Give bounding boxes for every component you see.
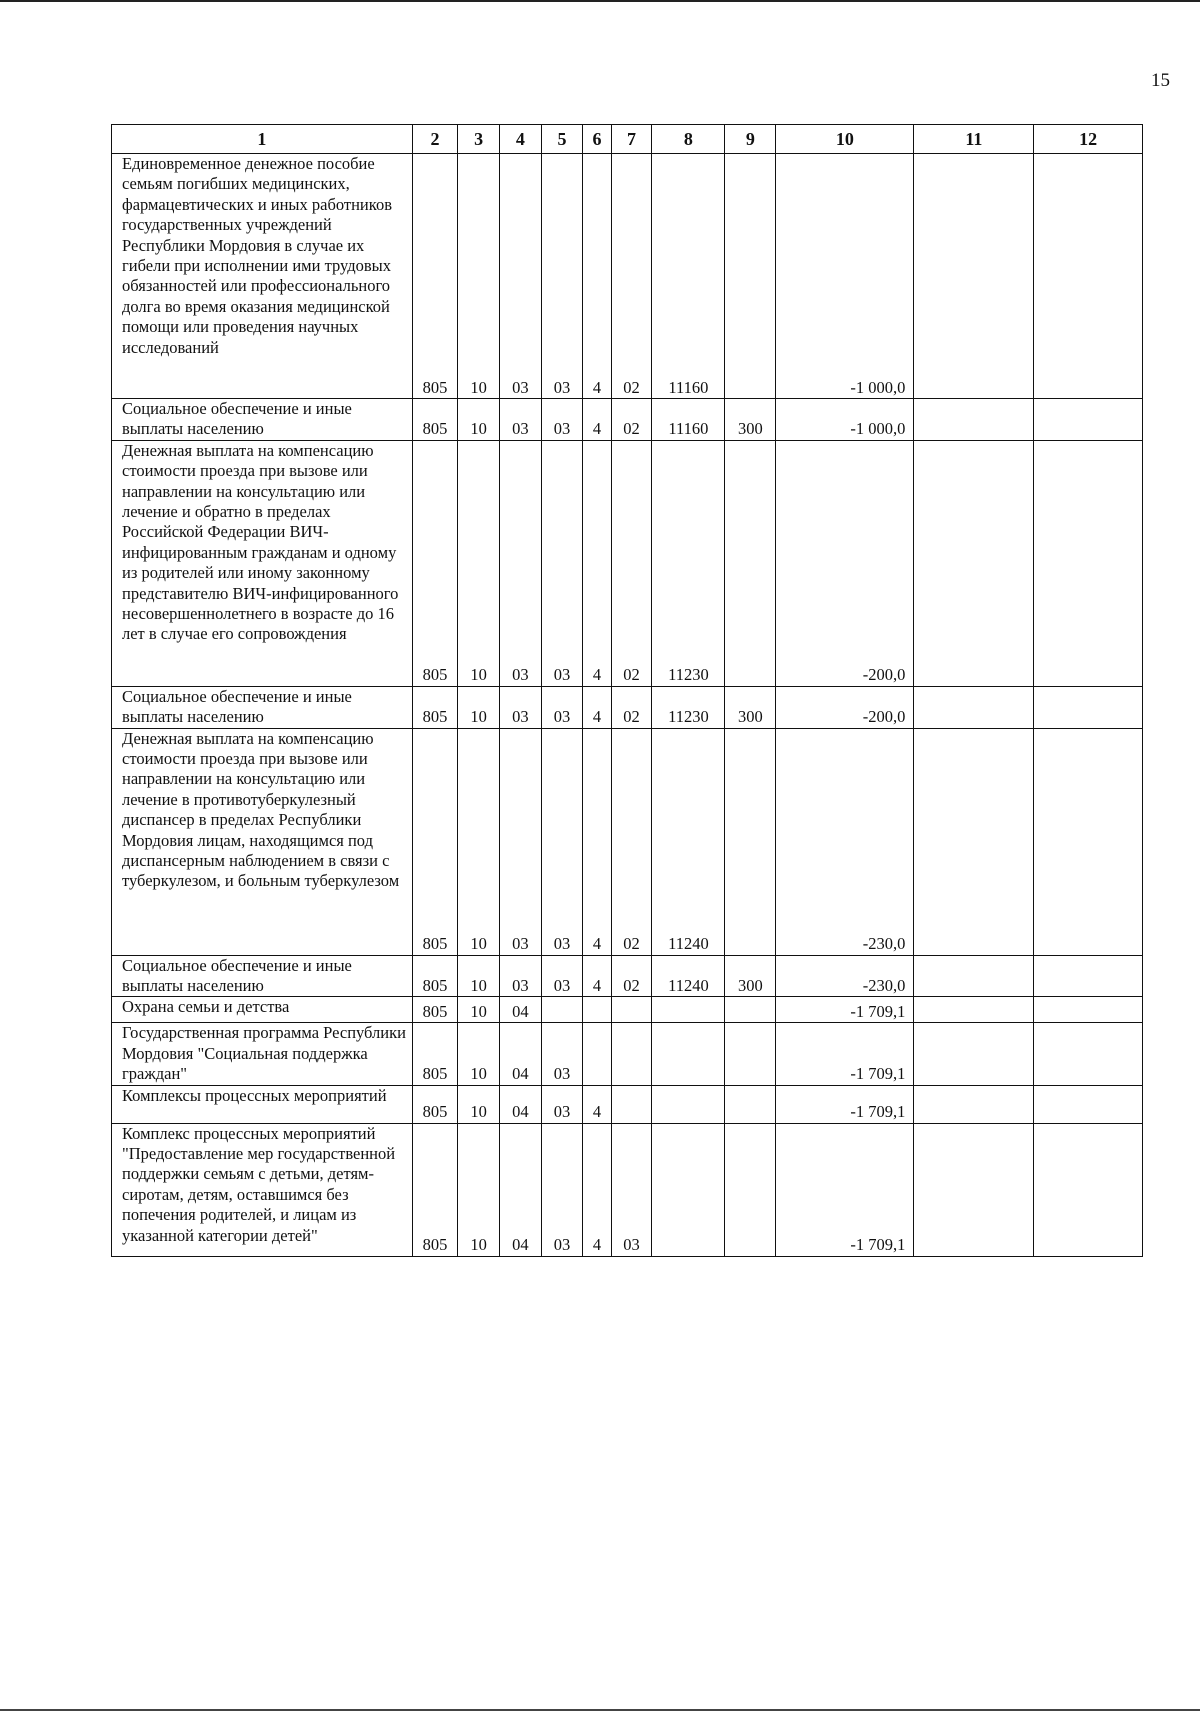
- cell-col-7: [611, 1085, 652, 1123]
- cell-col-12: [1034, 997, 1143, 1023]
- cell-col-4: 03: [500, 440, 542, 686]
- cell-col-11: [914, 1123, 1034, 1256]
- column-header-2: 2: [412, 125, 458, 154]
- cell-col-5: 03: [541, 399, 583, 441]
- cell-col-9: [725, 1123, 776, 1256]
- budget-table: [111, 124, 1143, 1257]
- cell-col-3: 10: [458, 1085, 500, 1123]
- table-row: [112, 399, 1143, 441]
- cell-col-12: [1034, 440, 1143, 686]
- cell-col-6: 4: [583, 1123, 611, 1256]
- cell-col-6: 4: [583, 154, 611, 399]
- cell-col-10: -1 709,1: [776, 1123, 914, 1256]
- cell-col-3: 10: [458, 440, 500, 686]
- column-header-1: 1: [112, 125, 413, 154]
- cell-col-10: -1 709,1: [776, 1085, 914, 1123]
- cell-col-5: 03: [541, 686, 583, 728]
- cell-col-10: -1 709,1: [776, 1023, 914, 1085]
- cell-col-4: 03: [500, 399, 542, 441]
- cell-col-5: 03: [541, 1023, 583, 1085]
- column-header-11: 11: [914, 125, 1034, 154]
- cell-col-9: 300: [725, 955, 776, 997]
- cell-col-2: 805: [412, 1123, 458, 1256]
- cell-col-8: 11160: [652, 154, 725, 399]
- cell-col-4: 03: [500, 686, 542, 728]
- column-header-3: 3: [458, 125, 500, 154]
- cell-col-11: [914, 728, 1034, 955]
- cell-col-10: -1 709,1: [776, 997, 914, 1023]
- cell-col-2: 805: [412, 686, 458, 728]
- cell-col-7: 02: [611, 154, 652, 399]
- cell-col-2: 805: [412, 997, 458, 1023]
- cell-col-4: 04: [500, 1085, 542, 1123]
- cell-col-8: 11160: [652, 399, 725, 441]
- table-header-row: [112, 125, 1143, 154]
- cell-col-3: 10: [458, 955, 500, 997]
- column-header-10: 10: [776, 125, 914, 154]
- scan-bottom-border: [0, 1709, 1200, 1711]
- column-header-7: 7: [611, 125, 652, 154]
- cell-col-2: 805: [412, 440, 458, 686]
- column-header-8: 8: [652, 125, 725, 154]
- cell-col-7: [611, 997, 652, 1023]
- cell-col-10: -200,0: [776, 440, 914, 686]
- cell-col-11: [914, 955, 1034, 997]
- table-body: [112, 154, 1143, 1257]
- cell-col-8: [652, 997, 725, 1023]
- cell-col-8: [652, 1085, 725, 1123]
- column-header-4: 4: [500, 125, 542, 154]
- table-row: [112, 440, 1143, 686]
- row-name-cell: Комплексы процессных мероприятий: [112, 1085, 413, 1123]
- cell-col-6: 4: [583, 1085, 611, 1123]
- cell-col-4: 04: [500, 997, 542, 1023]
- page-number: 15: [1151, 70, 1170, 91]
- cell-col-9: [725, 154, 776, 399]
- cell-col-2: 805: [412, 955, 458, 997]
- cell-col-8: 11230: [652, 440, 725, 686]
- cell-col-10: -1 000,0: [776, 399, 914, 441]
- cell-col-12: [1034, 399, 1143, 441]
- cell-col-3: 10: [458, 997, 500, 1023]
- cell-col-10: -230,0: [776, 955, 914, 997]
- cell-col-2: 805: [412, 1023, 458, 1085]
- cell-col-7: 03: [611, 1123, 652, 1256]
- cell-col-12: [1034, 686, 1143, 728]
- cell-col-10: -230,0: [776, 728, 914, 955]
- table-row: [112, 154, 1143, 399]
- cell-col-11: [914, 1023, 1034, 1085]
- cell-col-9: [725, 1023, 776, 1085]
- cell-col-12: [1034, 955, 1143, 997]
- row-name-cell: Единовременное денежное пособие семьям погибших медицинских, фармацевтических и иных работников государственных учреждений Республики Мордовия в случае их гибели при исполнении ими трудовых обязанностей или профессионального долга во время оказания медицинской помощи или проведения научных исследований: [112, 154, 413, 399]
- table-row: [112, 686, 1143, 728]
- cell-col-3: 10: [458, 154, 500, 399]
- cell-col-5: 03: [541, 1123, 583, 1256]
- cell-col-6: [583, 1023, 611, 1085]
- row-name-cell: Денежная выплата на компенсацию стоимости проезда при вызове или направлении на консультацию или лечение в противотуберкулезный диспансер в пределах Республики Мордовия лицам, находящимся под диспансерным наблюдением в связи с туберкулезом, и больным туберкулезом: [112, 728, 413, 955]
- column-header-6: 6: [583, 125, 611, 154]
- cell-col-9: 300: [725, 399, 776, 441]
- row-name-cell: Социальное обеспечение и иные выплаты населению: [112, 686, 413, 728]
- cell-col-7: 02: [611, 728, 652, 955]
- cell-col-7: 02: [611, 440, 652, 686]
- cell-col-5: 03: [541, 154, 583, 399]
- cell-col-6: 4: [583, 728, 611, 955]
- cell-col-11: [914, 440, 1034, 686]
- cell-col-2: 805: [412, 399, 458, 441]
- cell-col-2: 805: [412, 1085, 458, 1123]
- table-row: [112, 955, 1143, 997]
- cell-col-6: 4: [583, 955, 611, 997]
- cell-col-8: [652, 1023, 725, 1085]
- row-name-cell: Социальное обеспечение и иные выплаты населению: [112, 399, 413, 441]
- cell-col-3: 10: [458, 399, 500, 441]
- cell-col-6: 4: [583, 440, 611, 686]
- row-name-cell: Государственная программа Республики Мордовия "Социальная поддержка граждан": [112, 1023, 413, 1085]
- cell-col-12: [1034, 154, 1143, 399]
- column-header-9: 9: [725, 125, 776, 154]
- cell-col-11: [914, 997, 1034, 1023]
- cell-col-11: [914, 154, 1034, 399]
- cell-col-9: 300: [725, 686, 776, 728]
- cell-col-4: 03: [500, 955, 542, 997]
- cell-col-10: -1 000,0: [776, 154, 914, 399]
- cell-col-3: 10: [458, 1123, 500, 1256]
- table-row: [112, 1123, 1143, 1256]
- cell-col-5: 03: [541, 728, 583, 955]
- cell-col-4: 03: [500, 154, 542, 399]
- cell-col-8: 11240: [652, 955, 725, 997]
- cell-col-11: [914, 399, 1034, 441]
- row-name-cell: Комплекс процессных мероприятий "Предоставление мер государственной поддержки семьям с детьми, детям-сиротам, детям, оставшимся без попечения родителей, и лицам из указанной категории детей": [112, 1123, 413, 1256]
- cell-col-12: [1034, 1085, 1143, 1123]
- cell-col-8: [652, 1123, 725, 1256]
- cell-col-12: [1034, 1023, 1143, 1085]
- cell-col-3: 10: [458, 1023, 500, 1085]
- cell-col-12: [1034, 728, 1143, 955]
- cell-col-12: [1034, 1123, 1143, 1256]
- cell-col-2: 805: [412, 154, 458, 399]
- cell-col-4: 03: [500, 728, 542, 955]
- scan-top-border: [0, 0, 1200, 2]
- cell-col-6: 4: [583, 399, 611, 441]
- row-name-cell: Денежная выплата на компенсацию стоимости проезда при вызове или направлении на консультацию или лечение и обратно в пределах Российской Федерации ВИЧ-инфицированным гражданам и одному из родителей или иному законному представителю ВИЧ-инфицированного несовершеннолетнего в возрасте до 16 лет в случае его сопровождения: [112, 440, 413, 686]
- cell-col-4: 04: [500, 1123, 542, 1256]
- cell-col-2: 805: [412, 728, 458, 955]
- cell-col-7: [611, 1023, 652, 1085]
- cell-col-7: 02: [611, 686, 652, 728]
- cell-col-9: [725, 1085, 776, 1123]
- column-header-12: 12: [1034, 125, 1143, 154]
- cell-col-8: 11230: [652, 686, 725, 728]
- cell-col-9: [725, 997, 776, 1023]
- table-row: [112, 728, 1143, 955]
- column-header-5: 5: [541, 125, 583, 154]
- cell-col-8: 11240: [652, 728, 725, 955]
- cell-col-10: -200,0: [776, 686, 914, 728]
- cell-col-9: [725, 440, 776, 686]
- row-name-cell: Охрана семьи и детства: [112, 997, 413, 1023]
- cell-col-7: 02: [611, 955, 652, 997]
- cell-col-3: 10: [458, 686, 500, 728]
- cell-col-11: [914, 686, 1034, 728]
- cell-col-11: [914, 1085, 1034, 1123]
- cell-col-7: 02: [611, 399, 652, 441]
- cell-col-5: 03: [541, 955, 583, 997]
- cell-col-5: 03: [541, 440, 583, 686]
- table-row: [112, 1023, 1143, 1085]
- table-row: [112, 1085, 1143, 1123]
- table-row: [112, 997, 1143, 1023]
- cell-col-4: 04: [500, 1023, 542, 1085]
- row-name-cell: Социальное обеспечение и иные выплаты населению: [112, 955, 413, 997]
- cell-col-3: 10: [458, 728, 500, 955]
- cell-col-6: [583, 997, 611, 1023]
- cell-col-6: 4: [583, 686, 611, 728]
- cell-col-5: 03: [541, 1085, 583, 1123]
- cell-col-5: [541, 997, 583, 1023]
- cell-col-9: [725, 728, 776, 955]
